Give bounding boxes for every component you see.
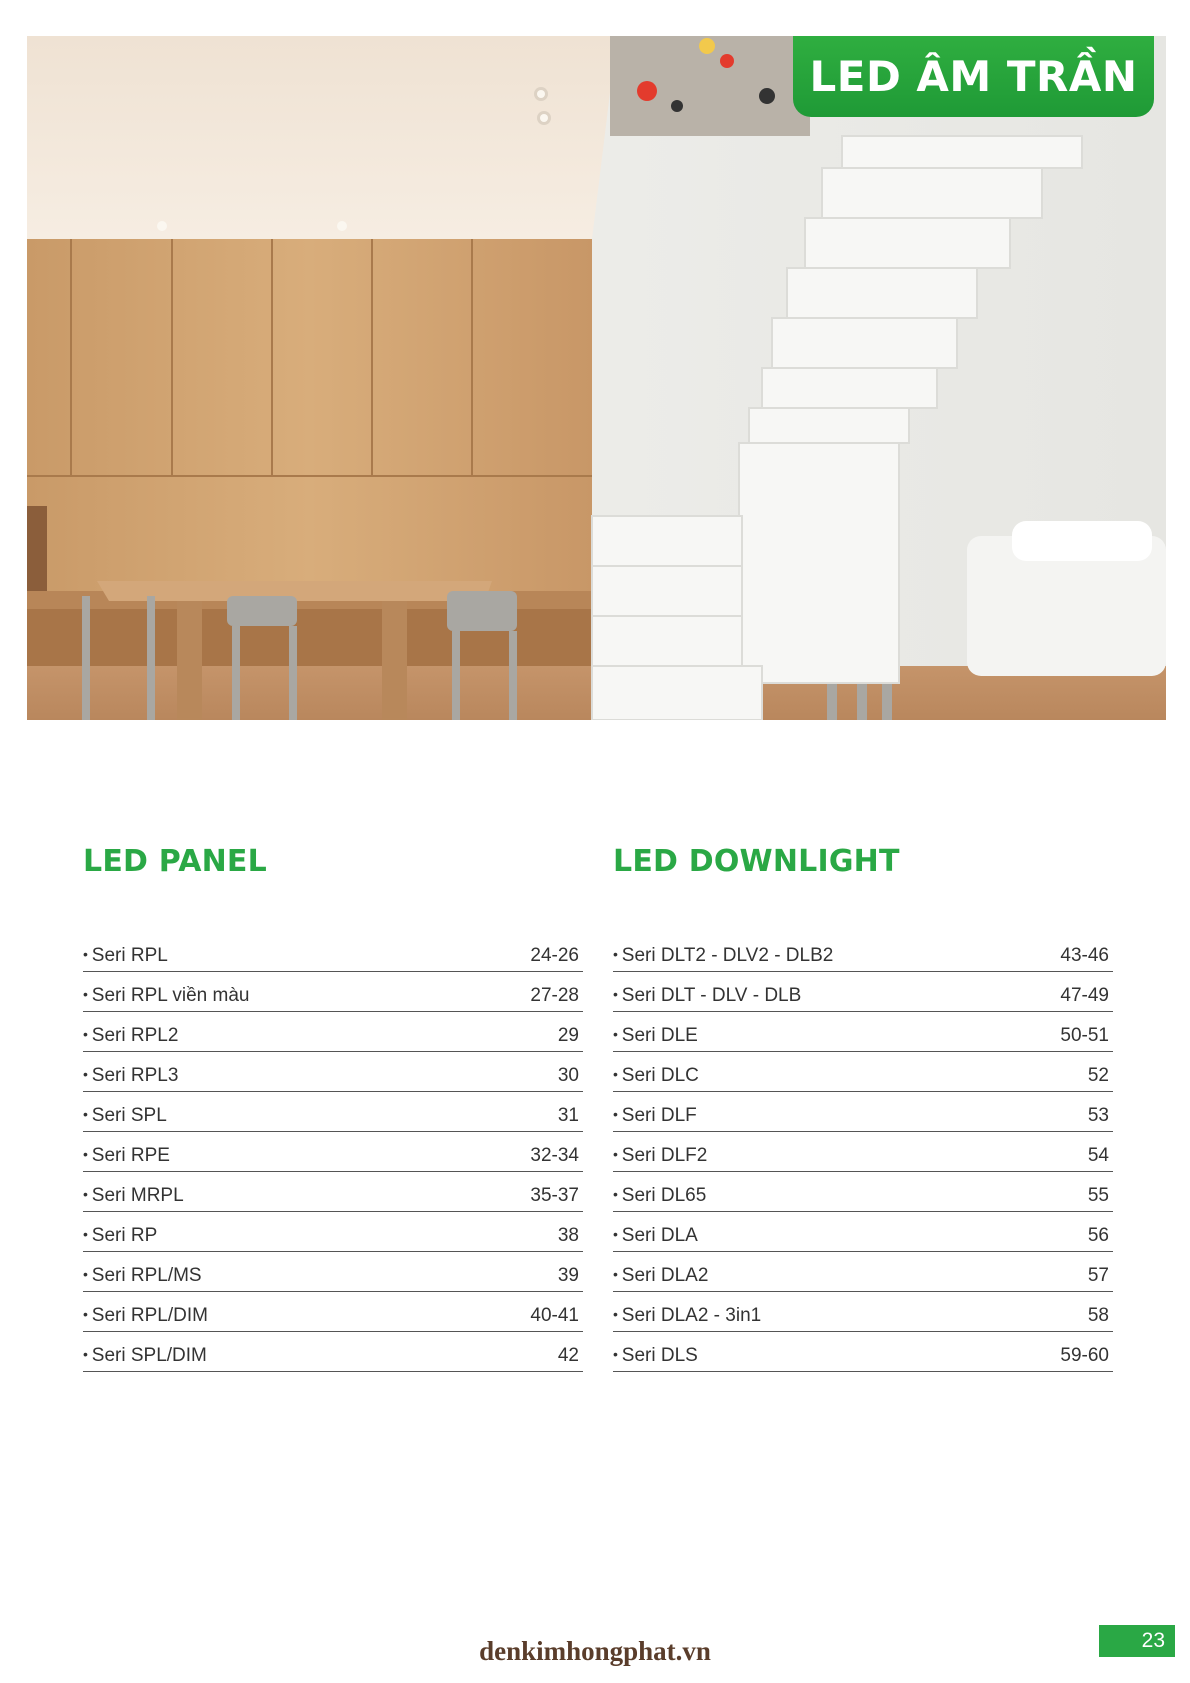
item-pages: 31 xyxy=(557,1105,579,1126)
led-panel-heading: LED PANEL xyxy=(83,844,267,879)
item-name: • Seri RPL/DIM xyxy=(83,1305,208,1327)
item-pages: 42 xyxy=(557,1345,579,1366)
item-name: • Seri SPL/DIM xyxy=(83,1345,207,1367)
list-item[interactable] xyxy=(613,1012,1113,1052)
led-downlight-heading: LED DOWNLIGHT xyxy=(613,844,900,879)
list-item[interactable] xyxy=(613,1132,1113,1172)
item-name: • Seri DLS xyxy=(613,1345,698,1367)
item-name: • Seri DLA xyxy=(613,1225,698,1247)
list-item[interactable] xyxy=(83,1012,583,1052)
item-pages: 24-26 xyxy=(530,945,579,966)
item-pages: 30 xyxy=(557,1065,579,1086)
list-item[interactable] xyxy=(613,1172,1113,1212)
item-name: • Seri RPE xyxy=(83,1145,170,1167)
item-name: • Seri DLT2 - DLV2 - DLB2 xyxy=(613,945,833,967)
list-item[interactable] xyxy=(613,972,1113,1012)
item-pages: 55 xyxy=(1087,1185,1109,1206)
page-number: 23 xyxy=(1099,1625,1175,1657)
hero-photo xyxy=(27,36,1166,720)
item-name: • Seri DLT - DLV - DLB xyxy=(613,985,801,1007)
item-pages: 52 xyxy=(1087,1065,1109,1086)
list-item[interactable] xyxy=(613,1252,1113,1292)
led-panel-list xyxy=(83,932,583,1372)
banner-title: LED ÂM TRẦN xyxy=(809,52,1138,101)
led-downlight-list xyxy=(613,932,1113,1372)
item-name: • Seri SPL xyxy=(83,1105,167,1127)
item-pages: 53 xyxy=(1087,1105,1109,1126)
item-pages: 39 xyxy=(557,1265,579,1286)
list-item[interactable] xyxy=(83,1332,583,1372)
item-name: • Seri DLA2 xyxy=(613,1265,708,1287)
item-pages: 32-34 xyxy=(530,1145,579,1166)
item-name: • Seri MRPL xyxy=(83,1185,184,1207)
item-pages: 47-49 xyxy=(1060,985,1109,1006)
item-pages: 35-37 xyxy=(530,1185,579,1206)
led-panel-section xyxy=(83,842,583,1372)
item-name: • Seri DLA2 - 3in1 xyxy=(613,1305,761,1327)
list-item[interactable] xyxy=(83,1172,583,1212)
item-name: • Seri DLE xyxy=(613,1025,698,1047)
item-pages: 43-46 xyxy=(1060,945,1109,966)
list-item[interactable] xyxy=(613,1212,1113,1252)
item-pages: 29 xyxy=(557,1025,579,1046)
section-banner xyxy=(793,36,1154,117)
item-pages: 50-51 xyxy=(1060,1025,1109,1046)
item-name: • Seri RPL2 xyxy=(83,1025,178,1047)
list-item[interactable] xyxy=(83,1212,583,1252)
hero-photo-illustration xyxy=(27,36,1166,720)
item-pages: 57 xyxy=(1087,1265,1109,1286)
list-item[interactable] xyxy=(83,1252,583,1292)
list-item[interactable] xyxy=(613,1052,1113,1092)
website-watermark: denkimhongphat.vn xyxy=(479,1636,711,1666)
item-name: • Seri RPL viền màu xyxy=(83,985,250,1007)
list-item[interactable] xyxy=(83,1052,583,1092)
item-name: • Seri RPL/MS xyxy=(83,1265,202,1287)
item-name: • Seri DL65 xyxy=(613,1185,706,1207)
list-item[interactable] xyxy=(83,1292,583,1332)
led-downlight-section xyxy=(613,842,1113,1372)
item-pages: 27-28 xyxy=(530,985,579,1006)
item-pages: 38 xyxy=(557,1225,579,1246)
item-pages: 40-41 xyxy=(530,1305,579,1326)
item-name: • Seri RP xyxy=(83,1225,157,1247)
item-name: • Seri DLF2 xyxy=(613,1145,707,1167)
list-item[interactable] xyxy=(613,932,1113,972)
item-name: • Seri RPL3 xyxy=(83,1065,178,1087)
item-pages: 56 xyxy=(1087,1225,1109,1246)
item-pages: 54 xyxy=(1087,1145,1109,1166)
list-item[interactable] xyxy=(83,1132,583,1172)
list-item[interactable] xyxy=(613,1332,1113,1372)
item-name: • Seri RPL xyxy=(83,945,168,967)
list-item[interactable] xyxy=(613,1292,1113,1332)
item-name: • Seri DLC xyxy=(613,1065,699,1087)
item-name: • Seri DLF xyxy=(613,1105,697,1127)
list-item[interactable] xyxy=(83,932,583,972)
list-item[interactable] xyxy=(83,972,583,1012)
item-pages: 59-60 xyxy=(1060,1345,1109,1366)
item-pages: 58 xyxy=(1087,1305,1109,1326)
list-item[interactable] xyxy=(613,1092,1113,1132)
list-item[interactable] xyxy=(83,1092,583,1132)
